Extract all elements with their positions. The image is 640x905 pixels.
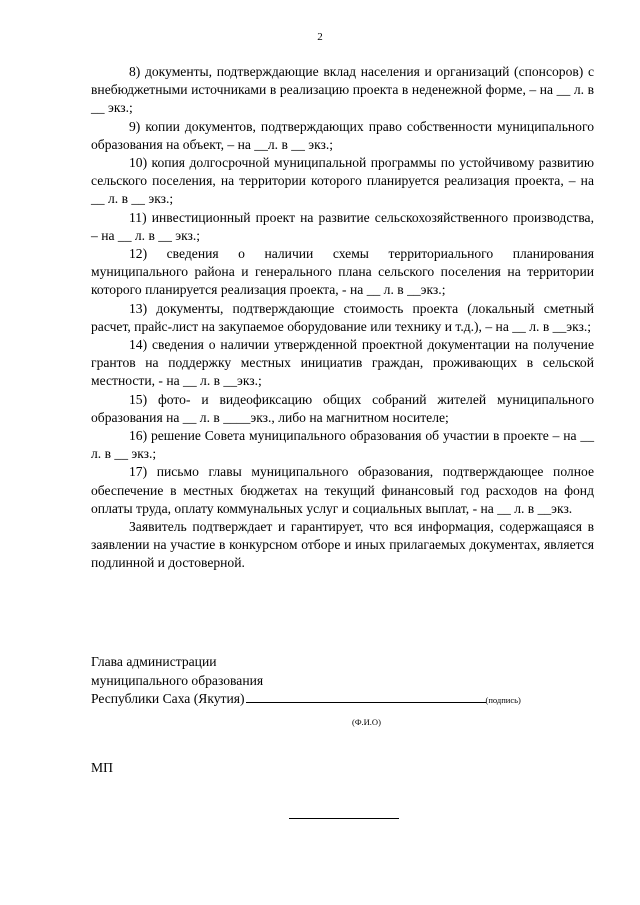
signature-caption: (подпись) — [485, 695, 521, 705]
bottom-divider — [289, 818, 399, 819]
list-item-14: 14) сведения о наличии утвержденной проектной документации на получение грантов на поддержку местных инициатив граждан, проживающих в сельской местности, - на __ л. в __экз.; — [91, 337, 594, 389]
list-item-9: 9) копии документов, подтверждающих право собственности муниципального образования на объект, – на __л. в __ экз.; — [91, 118, 594, 152]
signature-block — [91, 653, 611, 710]
stamp-place-label: МП — [91, 760, 113, 775]
list-item-13: 13) документы, подтверждающие стоимость проекта (локальный сметный расчет, прайс-лист на закупаемое оборудование или технику и т.д.), – на __ л. в __экз.; — [91, 300, 594, 334]
document-body — [91, 63, 594, 573]
list-item-11: 11) инвестиционный проект на развитие сельскохозяйственного производства, – на __ л. в __ экз.; — [91, 209, 594, 243]
list-item-17: 17) письмо главы муниципального образования, подтверждающее полное обеспечение в местных бюджетах на текущий финансовый год расходов на фонд оплаты труда, оплату коммунальных услуг и социальных выплат, - на __ л. в __экз. — [91, 464, 594, 516]
signature-title-region: Республики Саха (Якутия) — [91, 691, 245, 706]
declaration-paragraph: Заявитель подтверждает и гарантирует, что вся информация, содержащаяся в заявлении на участие в конкурсном отборе и иных прилагаемых документах, является подлинной и достоверной. — [91, 519, 594, 571]
list-item-15: 15) фото- и видеофиксацию общих собраний жителей муниципального образования на __ л. в ____экз., либо на магнитном носителе; — [91, 391, 594, 425]
signature-title-line-2: муниципального образования — [91, 672, 264, 688]
signature-title-line-3 — [91, 690, 611, 710]
list-item-12: 12) сведения о наличии схемы территориального планирования муниципального района и генерального плана сельского поселения на территории которого планируется реализация проекта, - на __ л. в __экз.; — [91, 246, 594, 298]
page-number: 2 — [317, 31, 323, 43]
name-caption: (Ф.И.О) — [352, 717, 381, 727]
list-item-16: 16) решение Совета муниципального образования об участии в проекте – на __ л. в __ экз.; — [91, 428, 594, 462]
list-item-10: 10) копия долгосрочной муниципальной программы по устойчивому развитию сельского поселения, на территории которого планируется реализация проекта, – на __ л. в __ экз.; — [91, 155, 594, 207]
signature-title-line-1: Глава администрации — [91, 654, 217, 669]
signature-line — [246, 690, 486, 703]
list-item-8: 8) документы, подтверждающие вклад населения и организаций (спонсоров) с внебюджетными источниками в реализацию проекта в неденежной форме, – на __ л. в __ экз.; — [91, 64, 594, 116]
